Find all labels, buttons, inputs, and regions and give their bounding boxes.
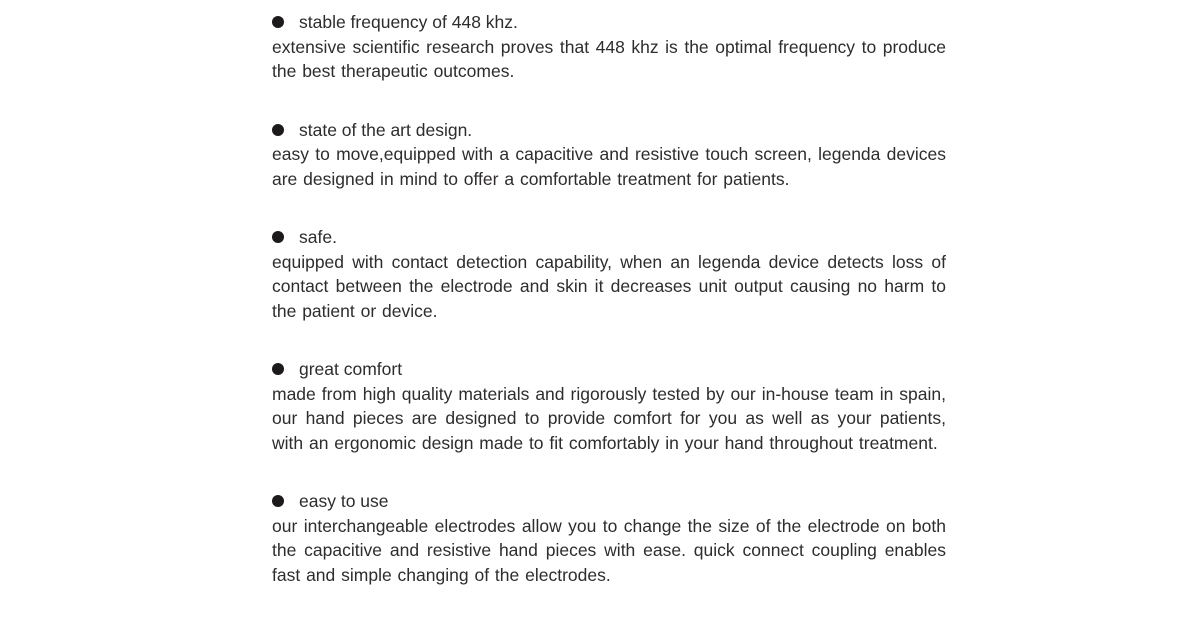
feature-section-easy-to-use: [272, 489, 946, 587]
feature-section-safe: [272, 225, 946, 323]
bullet-icon: [272, 124, 284, 136]
feature-body: extensive scientific research proves that 448 khz is the optimal frequency to produce the best therapeutic outcomes.: [272, 36, 946, 81]
bullet-icon: [272, 363, 284, 375]
feature-list: [272, 0, 946, 587]
bullet-icon: [272, 495, 284, 507]
feature-heading-label: state of the art design.: [299, 119, 473, 140]
feature-body: equipped with contact detection capability, when an legenda device detects loss of contact between the electrode and skin it decreases unit output causing no harm to the patient or device.: [272, 251, 946, 321]
feature-heading: [272, 489, 946, 514]
feature-heading-label: stable frequency of 448 khz.: [299, 12, 518, 32]
feature-heading-label: great comfort: [299, 359, 403, 379]
feature-body: made from high quality materials and rigorously tested by our in-house team in spain, our hand pieces are designed to provide comfort for you as well as your patients, with an ergonomic design made to fit comfortably in your hand throughout treatment.: [272, 383, 946, 453]
feature-heading-label: easy to use: [299, 491, 389, 511]
feature-section-stable-frequency: [272, 10, 946, 84]
feature-section-comfort: [272, 357, 946, 455]
feature-section-design: [272, 118, 946, 192]
feature-heading: [272, 118, 946, 143]
feature-heading: [272, 225, 946, 250]
feature-body: easy to move,equipped with a capacitive and resistive touch screen, legenda devices are designed in mind to offer a comfortable treatment for patients.: [272, 144, 946, 189]
feature-heading: [272, 10, 946, 35]
feature-heading-label: safe.: [299, 227, 337, 247]
feature-heading: [272, 357, 946, 382]
bullet-icon: [272, 16, 284, 28]
feature-body: our interchangeable electrodes allow you to change the size of the electrode on both the capacitive and resistive hand pieces with ease. quick connect coupling enables fast and simple changing of the electrodes.: [272, 515, 946, 585]
bullet-icon: [272, 231, 284, 243]
